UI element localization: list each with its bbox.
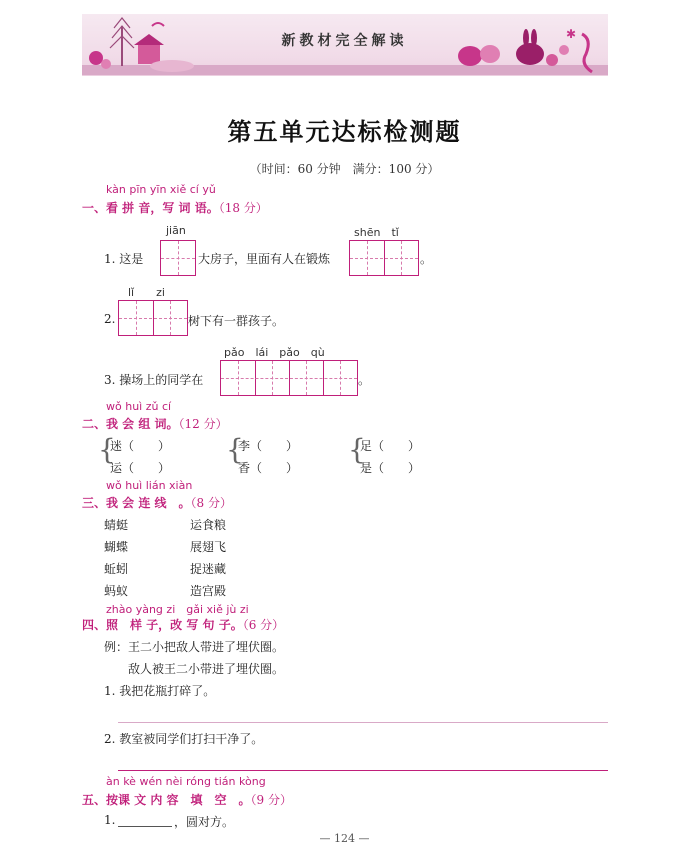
section-3-title: 三、我 会 连 线 。: [82, 496, 191, 510]
q3-answer-box[interactable]: [220, 360, 358, 396]
section-2-heading: [82, 415, 228, 432]
word-group-1-top[interactable]: 迷（ ）: [110, 439, 171, 453]
section-1-score: （18 分）: [218, 201, 268, 215]
section-5-heading: [82, 791, 292, 808]
section-4-pinyin: zhào yàng zi gǎi xiě jù zi: [106, 603, 249, 616]
example-sentence: 例：王二小把敌人带进了埋伏圈。: [104, 640, 285, 654]
page-title: 第五单元达标检测题: [227, 117, 462, 146]
flower-icon: [89, 51, 103, 65]
exam-info: （时间：60 分钟 满分：100 分）: [249, 162, 440, 176]
section-5-title: 五、按课 文 内 容 填 空 。: [82, 793, 251, 807]
section-2-title: 二、我 会 组 词。: [82, 417, 179, 431]
q1-answer-box-a[interactable]: [160, 240, 196, 276]
q2-prefix: 2.: [104, 312, 116, 326]
section-1-heading: [82, 199, 268, 216]
svg-text:✱: ✱: [566, 27, 577, 41]
q1-pinyin-b: shēn tǐ: [354, 226, 399, 239]
match-right-2[interactable]: 展翅飞: [190, 540, 227, 554]
match-left-3[interactable]: 蚯蚓: [104, 562, 129, 576]
section-5-pinyin: àn kè wén nèi róng tián kòng: [106, 775, 266, 788]
brace-icon: {: [226, 433, 244, 466]
section-3-score: （8 分）: [190, 496, 232, 510]
section-4-title: 四、照 样 子，改 写 句 子。: [82, 618, 243, 632]
page-number: — 124 —: [319, 832, 370, 845]
section-2-pinyin: wǒ huì zǔ cí: [106, 400, 172, 413]
word-group-1-bottom[interactable]: 运（ ）: [110, 461, 171, 475]
example-rewrite: 敌人被王二小带进了埋伏圈。: [128, 662, 285, 676]
flower-icon: [101, 59, 111, 69]
q4-1-answer-line[interactable]: [118, 722, 608, 723]
word-group-3-bottom[interactable]: 是（ ）: [360, 461, 421, 475]
q1-suffix: 。: [420, 252, 433, 266]
q1-answer-box-b[interactable]: [349, 240, 419, 276]
q1-prefix: 1. 这是: [104, 252, 144, 266]
match-left-1[interactable]: 蜻蜓: [104, 518, 129, 532]
brace-icon: {: [98, 433, 116, 466]
q3-suffix: 。: [358, 373, 371, 387]
q5-1-prefix: 1.: [104, 813, 116, 827]
section-1-title: 一、看 拼 音，写 词 语。: [82, 201, 219, 215]
match-right-4[interactable]: 造宫殿: [190, 584, 227, 598]
q2-answer-box[interactable]: [118, 300, 188, 336]
match-left-4[interactable]: 蚂蚁: [104, 584, 129, 598]
q2-pinyin: lǐ zi: [128, 286, 165, 299]
q3-prefix: 3. 操场上的同学在: [104, 373, 204, 387]
word-group-3-top[interactable]: 足（ ）: [360, 439, 421, 453]
section-2-score: （12 分）: [178, 417, 228, 431]
match-right-1[interactable]: 运食粮: [190, 518, 227, 532]
section-4-score: （6 分）: [242, 618, 285, 632]
q1-pinyin-a: jiān: [166, 224, 186, 237]
section-3-pinyin: wǒ huì lián xiàn: [106, 479, 193, 492]
q5-1-blank[interactable]: [118, 826, 172, 827]
word-group-2-bottom[interactable]: 香（ ）: [238, 461, 299, 475]
q2-suffix: 树下有一群孩子。: [188, 314, 285, 328]
q4-1-sentence: 1. 我把花瓶打碎了。: [104, 684, 216, 698]
match-right-3[interactable]: 捉迷藏: [190, 562, 227, 576]
section-3-heading: [82, 494, 232, 511]
section-4-heading: [82, 616, 284, 633]
q4-2-sentence: 2. 教室被同学们打扫干净了。: [104, 732, 264, 746]
q3-pinyin: pǎo lái pǎo qù: [224, 346, 325, 359]
q4-2-answer-line[interactable]: [118, 770, 608, 771]
header-title: 新教材完全解读: [281, 33, 408, 49]
section-1-pinyin: kàn pīn yīn xiě cí yǔ: [106, 183, 216, 196]
section-5-score: （9 分）: [250, 793, 292, 807]
word-group-2-top[interactable]: 李（ ）: [238, 439, 299, 453]
brace-icon: {: [348, 433, 366, 466]
q5-1-suffix: ，圆对方。: [174, 815, 235, 829]
q1-middle: 大房子，里面有人在锻炼: [198, 252, 331, 266]
flower-icon: [546, 54, 558, 66]
match-left-2[interactable]: 蝴蝶: [104, 540, 129, 554]
